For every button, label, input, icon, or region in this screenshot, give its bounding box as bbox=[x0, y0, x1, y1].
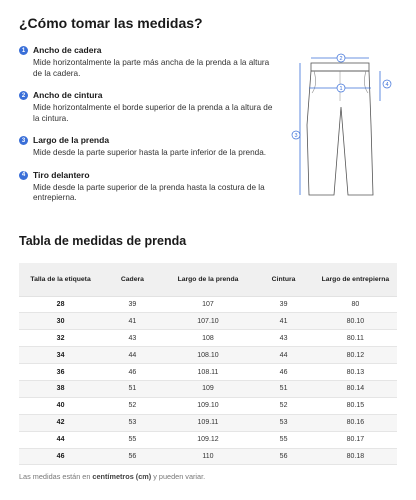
units-note bbox=[19, 472, 205, 481]
table-row bbox=[19, 347, 397, 364]
step-hip-width bbox=[19, 45, 279, 79]
table-row bbox=[19, 397, 397, 414]
measurement-cell: 80.18 bbox=[314, 448, 397, 465]
measurement-cell: 53 bbox=[102, 414, 162, 431]
step-description: Mide horizontalmente la parte más ancha de la prenda a la altura de la cadera. bbox=[33, 58, 270, 78]
column-header: Cadera bbox=[102, 263, 162, 296]
size-label-cell: 34 bbox=[19, 347, 102, 364]
measurement-cell: 41 bbox=[102, 313, 162, 330]
measurement-cell: 44 bbox=[102, 347, 162, 364]
table-body bbox=[19, 296, 397, 465]
size-label-cell: 42 bbox=[19, 414, 102, 431]
step-description: Mide desde la parte superior de la prenda hasta la costura de la entrepierna. bbox=[33, 182, 265, 202]
table-row bbox=[19, 414, 397, 431]
step-number-badge: 2 bbox=[19, 91, 28, 100]
measurement-cell: 53 bbox=[253, 414, 313, 431]
size-label-cell: 28 bbox=[19, 296, 102, 313]
step-title: Largo de la prenda bbox=[33, 135, 110, 145]
step-number-badge: 3 bbox=[19, 136, 28, 145]
measurement-cell: 107 bbox=[163, 296, 254, 313]
table-row bbox=[19, 313, 397, 330]
measurement-cell: 80.11 bbox=[314, 330, 397, 347]
measurement-steps bbox=[19, 45, 279, 204]
table-row bbox=[19, 431, 397, 448]
measurement-cell: 46 bbox=[102, 364, 162, 381]
step-front-rise bbox=[19, 170, 279, 204]
measurement-cell: 108 bbox=[163, 330, 254, 347]
table-row bbox=[19, 448, 397, 465]
measurement-cell: 80 bbox=[314, 296, 397, 313]
measurement-cell: 110 bbox=[163, 448, 254, 465]
measurement-cell: 55 bbox=[253, 431, 313, 448]
pants-diagram bbox=[285, 45, 400, 210]
step-title: Ancho de cintura bbox=[33, 90, 103, 100]
waistband-outline bbox=[311, 63, 369, 71]
measurement-cell: 43 bbox=[102, 330, 162, 347]
measurement-cell: 80.10 bbox=[314, 313, 397, 330]
hip-marker-label: 1 bbox=[339, 86, 343, 93]
size-table bbox=[19, 263, 397, 465]
size-label-cell: 36 bbox=[19, 364, 102, 381]
measurement-cell: 41 bbox=[253, 313, 313, 330]
column-header: Cintura bbox=[253, 263, 313, 296]
step-description: Mide horizontalmente el borde superior de la prenda a la altura de la cintura. bbox=[33, 103, 273, 123]
rise-marker-label: 4 bbox=[385, 82, 389, 89]
size-label-cell: 44 bbox=[19, 431, 102, 448]
table-header-row bbox=[19, 263, 397, 296]
measurement-cell: 43 bbox=[253, 330, 313, 347]
step-garment-length bbox=[19, 135, 279, 159]
measurement-cell: 80.12 bbox=[314, 347, 397, 364]
measurement-cell: 56 bbox=[102, 448, 162, 465]
guide-title: ¿Cómo tomar las medidas? bbox=[19, 15, 203, 31]
pocket-right bbox=[364, 71, 368, 93]
step-title: Ancho de cadera bbox=[33, 45, 102, 55]
measurement-cell: 108.11 bbox=[163, 364, 254, 381]
measurement-cell: 109.10 bbox=[163, 397, 254, 414]
measurement-cell: 52 bbox=[102, 397, 162, 414]
measurement-cell: 80.16 bbox=[314, 414, 397, 431]
measurement-cell: 55 bbox=[102, 431, 162, 448]
measurement-cell: 51 bbox=[102, 380, 162, 397]
measurement-cell: 44 bbox=[253, 347, 313, 364]
column-header: Largo de la prenda bbox=[163, 263, 254, 296]
length-marker-label: 3 bbox=[294, 133, 298, 140]
measurement-cell: 109.11 bbox=[163, 414, 254, 431]
measurement-cell: 56 bbox=[253, 448, 313, 465]
size-label-cell: 32 bbox=[19, 330, 102, 347]
measurement-cell: 80.15 bbox=[314, 397, 397, 414]
size-label-cell: 40 bbox=[19, 397, 102, 414]
measurement-cell: 39 bbox=[253, 296, 313, 313]
step-description: Mide desde la parte superior hasta la parte inferior de la prenda. bbox=[33, 148, 267, 157]
size-table-title: Tabla de medidas de prenda bbox=[19, 234, 187, 248]
measurement-cell: 109 bbox=[163, 380, 254, 397]
measurement-cell: 80.17 bbox=[314, 431, 397, 448]
measurement-cell: 51 bbox=[253, 380, 313, 397]
waist-marker-label: 2 bbox=[339, 56, 343, 63]
table-row bbox=[19, 330, 397, 347]
measurement-cell: 39 bbox=[102, 296, 162, 313]
column-header: Largo de entrepierna bbox=[314, 263, 397, 296]
measurement-cell: 52 bbox=[253, 397, 313, 414]
step-waist-width bbox=[19, 90, 279, 124]
measurement-cell: 109.12 bbox=[163, 431, 254, 448]
note-units: centímetros (cm) bbox=[92, 472, 152, 481]
table-row bbox=[19, 296, 397, 313]
step-number-badge: 1 bbox=[19, 46, 28, 55]
size-label-cell: 30 bbox=[19, 313, 102, 330]
measurement-cell: 80.13 bbox=[314, 364, 397, 381]
step-number-badge: 4 bbox=[19, 171, 28, 180]
table-row bbox=[19, 380, 397, 397]
size-label-cell: 46 bbox=[19, 448, 102, 465]
note-suffix: y pueden variar. bbox=[151, 472, 206, 481]
measurement-cell: 80.14 bbox=[314, 380, 397, 397]
table-row bbox=[19, 364, 397, 381]
pocket-left bbox=[312, 71, 316, 93]
measurement-cell: 107.10 bbox=[163, 313, 254, 330]
note-prefix: Las medidas están en bbox=[19, 472, 93, 481]
measurement-cell: 46 bbox=[253, 364, 313, 381]
size-label-cell: 38 bbox=[19, 380, 102, 397]
measurement-cell: 108.10 bbox=[163, 347, 254, 364]
column-header: Talla de la etiqueta bbox=[19, 263, 102, 296]
step-title: Tiro delantero bbox=[33, 169, 90, 180]
